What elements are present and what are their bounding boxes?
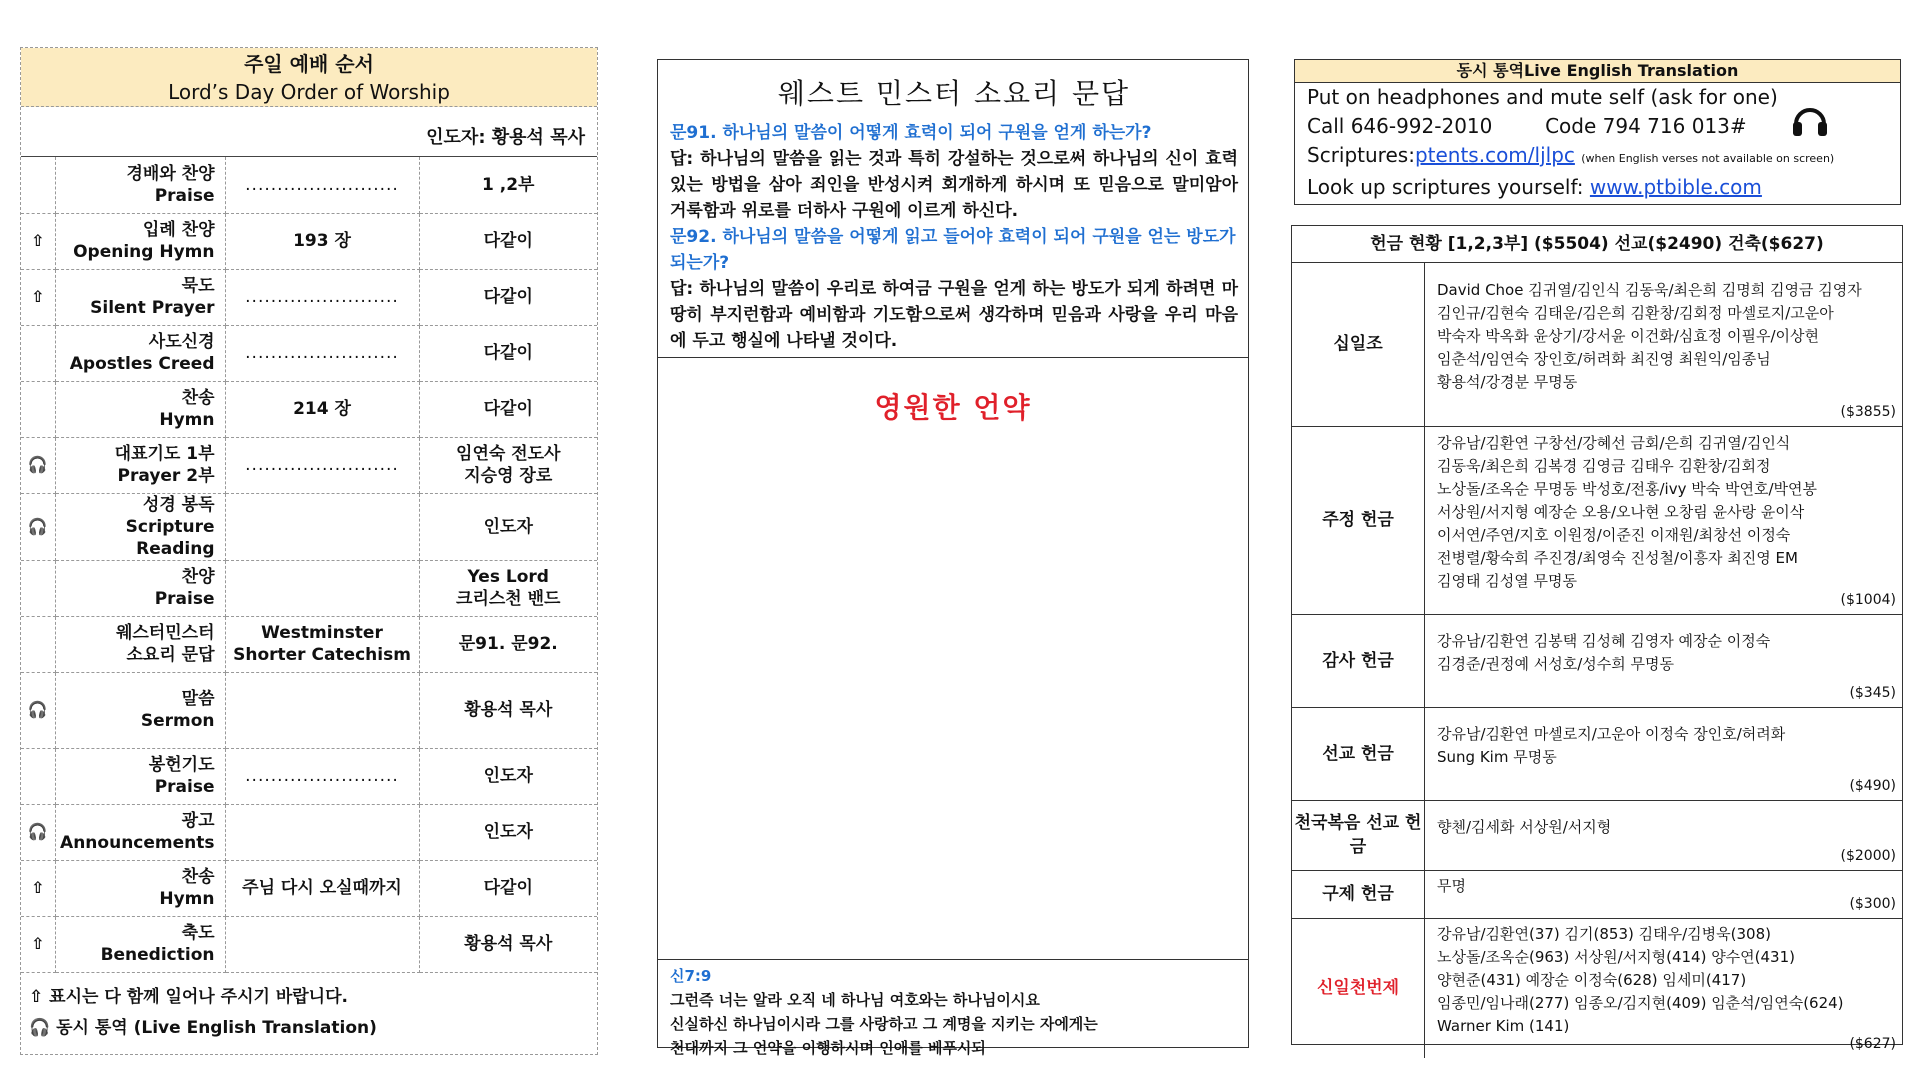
worship-item-leader: 황용석 목사 — [464, 934, 553, 954]
dots-leader: ........................ — [245, 174, 399, 195]
offering-names — [1425, 426, 1903, 614]
worship-item-detail: Westminster — [261, 623, 383, 643]
worship-item-name — [55, 616, 225, 672]
worship-item-name-en: Silent Prayer — [90, 298, 215, 318]
worship-item-leader: 임연숙 전도사 — [456, 444, 561, 464]
offering-names-line: 이서연/주연/지호 이원정/이준진 이재원/최창선 이정숙 — [1437, 525, 1791, 544]
worship-item-name-en: Praise — [154, 589, 215, 609]
worship-item-detail-cell — [225, 157, 419, 213]
dots-leader: ........................ — [245, 343, 399, 363]
worship-item-name-en: Hymn — [159, 410, 215, 430]
worship-item-detail-cell — [225, 325, 419, 381]
note-stand: 표시는 다 함께 일어나 주시기 바랍니다. — [49, 987, 348, 1007]
worship-item-name — [55, 157, 225, 213]
offering-names-line: 전병렬/황숙희 주진경/최영숙 진성철/이흥자 최진영 EM — [1437, 548, 1798, 567]
worship-item-name-ko: 광고 — [181, 811, 215, 831]
worship-item-name-ko: 찬송 — [181, 388, 215, 408]
offering-names-line: 박숙자 박옥화 윤상기/강서윤 이건화/심효정 이필우/이상현 — [1437, 326, 1819, 345]
worship-item-leader: 1 ,2부 — [482, 174, 535, 195]
offering-names — [1425, 614, 1903, 707]
worship-item-leader-cell — [419, 381, 597, 437]
worship-item-icon-cell — [21, 672, 55, 748]
worship-item-leader: 다같이 — [483, 343, 533, 363]
worship-item-leader: 인도자 — [483, 516, 533, 537]
offering-category: 구제 헌금 — [1292, 870, 1425, 918]
lookup-label: Look up scriptures yourself: — [1307, 175, 1590, 199]
offerings-panel — [1291, 225, 1903, 1052]
worship-header — [21, 48, 597, 107]
worship-item-name — [55, 560, 225, 616]
worship-item-detail-cell — [225, 493, 419, 560]
worship-item-name-ko: 입례 찬양 — [142, 220, 215, 240]
worship-item-name-ko: 찬송 — [181, 867, 215, 887]
offering-names-line: 김동욱/최은희 김복경 김영금 김태우 김환창/김회정 — [1437, 456, 1771, 475]
worship-row — [21, 916, 597, 972]
worship-item-leader: 인도자 — [483, 766, 533, 786]
worship-item-name — [55, 493, 225, 560]
headphones-icon — [1790, 100, 1830, 140]
worship-item-name — [55, 748, 225, 804]
translation-header: 동시 통역Live English Translation — [1295, 60, 1900, 83]
worship-item-name-en: 소요리 문답 — [126, 645, 215, 665]
offering-names-line: 임춘석/임연숙 장인호/허려화 최진영 최원익/임종님 — [1437, 349, 1771, 368]
worship-item-leader-cell — [419, 748, 597, 804]
verse-line: 그런즉 너는 알라 오직 네 하나님 여호와는 하나님이시요 — [670, 991, 1040, 1009]
translation-instruction: Put on headphones and mute self (ask for one) — [1307, 85, 1778, 109]
offering-names-line: 서상원/서지형 예장순 오용/오나현 오창림 윤사랑 윤이삭 — [1437, 502, 1805, 521]
stand-icon: ⇧ — [31, 231, 45, 250]
worship-row — [21, 672, 597, 748]
offering-names-line: 강유남/김환연 마셀로지/고운아 이정숙 장인호/허려화 — [1437, 724, 1786, 743]
worship-item-detail: 214 장 — [293, 399, 351, 419]
worship-item-name — [55, 213, 225, 269]
worship-row — [21, 213, 597, 269]
offering-names-line: Warner Kim (141) — [1437, 1016, 1570, 1035]
offering-names-line: 향첸/김세화 서상원/서지형 — [1437, 817, 1612, 836]
worship-item-leader-cell — [419, 157, 597, 213]
offering-category: 신일천번제 — [1292, 918, 1425, 1058]
scripture-verse — [658, 959, 1248, 1057]
offering-category: 주정 헌금 — [1292, 426, 1425, 614]
worship-item-name-en: Scripture Reading — [125, 516, 215, 559]
worship-row — [21, 437, 597, 493]
scriptures-label: Scriptures: — [1307, 143, 1415, 167]
offering-names-line: 무명 — [1437, 876, 1466, 895]
worship-item-name-ko: 찬양 — [181, 567, 215, 587]
ptbible-link[interactable]: www.ptbible.com — [1589, 175, 1762, 199]
headphones-icon: 🎧 — [29, 1018, 51, 1038]
offering-names-line: 노상돌/조옥순(963) 서상원/서지형(414) 양수연(431) — [1437, 947, 1795, 966]
worship-item-name-en: Sermon — [140, 711, 215, 731]
stand-icon: ⇧ — [29, 987, 44, 1007]
worship-item-detail-cell — [225, 672, 419, 748]
answer-92: 답: 하나님의 말씀이 우리로 하여금 구원을 얻게 하는 방도가 되게 하려면 마땅히 부지런함과 예비함과 기도함으로써 생각하며 믿음과 사랑을 우리 마음에 두고 행실에 나타낼 것이다. — [670, 279, 1238, 351]
worship-row — [21, 616, 597, 672]
catechism-title: 웨스트 민스터 소요리 문답 — [777, 77, 1131, 110]
worship-item-icon-cell — [21, 560, 55, 616]
headphones-icon: 🎧 — [27, 822, 48, 841]
worship-item-leader-cell — [419, 560, 597, 616]
offering-names-line: 양현준(431) 예장순 이정숙(628) 임세미(417) — [1437, 970, 1747, 989]
worship-item-icon-cell — [21, 325, 55, 381]
worship-item-icon-cell — [21, 916, 55, 972]
headphones-icon: 🎧 — [27, 455, 48, 474]
worship-item-icon-cell — [21, 493, 55, 560]
offering-names — [1425, 707, 1903, 800]
worship-row — [21, 381, 597, 437]
worship-item-detail-cell — [225, 560, 419, 616]
worship-item-icon-cell — [21, 804, 55, 860]
offering-amount: ($300) — [1849, 895, 1896, 912]
worship-item-leader: 문91. 문92. — [458, 634, 558, 654]
worship-item-name-ko: 말씀 — [181, 689, 215, 709]
worship-item-name — [55, 916, 225, 972]
worship-item-leader: 황용석 목사 — [464, 700, 553, 720]
worship-item-leader-cell — [419, 860, 597, 916]
worship-item-leader-cell — [419, 493, 597, 560]
worship-item-name-en: Prayer 2부 — [117, 466, 215, 486]
worship-item-icon-cell — [21, 157, 55, 213]
stand-icon: ⇧ — [31, 287, 45, 306]
worship-row — [21, 748, 597, 804]
worship-item-detail: 193 장 — [293, 231, 351, 251]
offering-category: 천국복음 선교 헌금 — [1292, 800, 1425, 870]
worship-item-name — [55, 381, 225, 437]
worship-item-name-en: Opening Hymn — [73, 242, 215, 262]
worship-row — [21, 560, 597, 616]
offering-names-line: 강유남/김환연(37) 김기(853) 김태우/김병욱(308) — [1437, 924, 1771, 943]
worship-item-name — [55, 672, 225, 748]
offering-category: 감사 헌금 — [1292, 614, 1425, 707]
worship-title-ko: 주일 예배 순서 — [244, 52, 374, 76]
verse-line: 신실하신 하나님이시라 그를 사랑하고 그 계명을 지키는 자에게는 — [670, 1015, 1098, 1033]
translation-panel — [1294, 59, 1901, 205]
worship-item-detail-cell — [225, 748, 419, 804]
dots-leader: ........................ — [245, 287, 399, 307]
worship-item-icon-cell — [21, 381, 55, 437]
worship-item-leader-cell — [419, 672, 597, 748]
offering-amount: ($3855) — [1840, 403, 1896, 420]
offering-names-line: Sung Kim 무명동 — [1437, 747, 1557, 766]
offering-names — [1425, 918, 1903, 1058]
offering-amount: ($627) — [1849, 1035, 1896, 1052]
worship-item-name — [55, 325, 225, 381]
worship-item-leader: 다같이 — [483, 399, 533, 419]
worship-item-icon-cell — [21, 616, 55, 672]
worship-item-leader-cell — [419, 804, 597, 860]
offering-names-line: 노상돌/조옥순 무명동 박성호/전홍/ivy 박숙 박연호/박연봉 — [1437, 479, 1817, 498]
lookup-line — [1295, 173, 1900, 202]
offering-names — [1425, 263, 1903, 426]
headphones-icon: 🎧 — [27, 700, 48, 719]
worship-title-en: Lord’s Day Order of Worship — [168, 80, 450, 104]
worship-item-detail-cell — [225, 860, 419, 916]
offering-row — [1292, 870, 1902, 918]
worship-item-name — [55, 437, 225, 493]
worship-item-detail: Shorter Catechism — [233, 645, 411, 665]
stand-icon: ⇧ — [31, 878, 45, 897]
offering-amount: ($345) — [1849, 684, 1896, 701]
offering-names — [1425, 870, 1903, 918]
offering-amount: ($490) — [1849, 777, 1896, 794]
worship-item-detail-cell — [225, 269, 419, 325]
offerings-table — [1292, 263, 1902, 1058]
worship-row — [21, 493, 597, 560]
offering-category: 선교 헌금 — [1292, 707, 1425, 800]
worship-item-leader: 다같이 — [483, 878, 533, 898]
worship-item-leader: 다같이 — [483, 231, 533, 251]
worship-item-name — [55, 804, 225, 860]
offering-row — [1292, 426, 1902, 614]
offering-category: 십일조 — [1292, 263, 1425, 426]
worship-item-name-en: Apostles Creed — [69, 354, 215, 374]
worship-item-name-ko: 대표기도 1부 — [114, 444, 215, 464]
worship-leader: 인도자: 황용석 목사 — [21, 107, 597, 157]
worship-row — [21, 325, 597, 381]
offering-amount: ($1004) — [1840, 591, 1896, 608]
worship-item-detail-cell — [225, 616, 419, 672]
offering-row — [1292, 263, 1902, 426]
offering-row — [1292, 800, 1902, 870]
worship-item-name-ko: 축도 — [181, 923, 215, 943]
worship-item-icon-cell — [21, 213, 55, 269]
scriptures-note: (when English verses not available on screen) — [1581, 152, 1835, 165]
access-code: Code 794 716 013# — [1545, 114, 1747, 138]
worship-item-name-en: Benediction — [100, 945, 215, 965]
worship-item-detail: 주님 다시 오실때까지 — [242, 878, 402, 898]
worship-item-name-ko: 웨스터민스터 — [115, 623, 215, 643]
question-92: 문92. 하나님의 말씀을 어떻게 읽고 들어야 효력이 되어 구원을 얻는 방도가 되는가? — [670, 227, 1236, 273]
worship-item-leader-cell — [419, 325, 597, 381]
worship-row — [21, 157, 597, 213]
call-number: Call 646-992-2010 — [1307, 114, 1493, 138]
catechism-section — [658, 60, 1248, 358]
worship-item-name-ko: 묵도 — [181, 276, 215, 296]
worship-item-icon-cell — [21, 748, 55, 804]
worship-notes — [29, 982, 377, 1044]
worship-item-leader: Yes Lord — [467, 567, 549, 587]
offering-row — [1292, 707, 1902, 800]
worship-item-leader-cell — [419, 916, 597, 972]
worship-item-name-ko: 성경 봉독 — [142, 494, 215, 515]
order-of-worship-panel — [20, 47, 598, 1055]
worship-item-icon-cell — [21, 437, 55, 493]
worship-item-detail-cell — [225, 437, 419, 493]
offering-names — [1425, 800, 1903, 870]
worship-item-name-ko: 사도신경 — [148, 332, 215, 352]
offering-row — [1292, 918, 1902, 1058]
worship-row — [21, 269, 597, 325]
stand-icon: ⇧ — [31, 934, 45, 953]
offering-names-line: 임종민/임나래(277) 임종오/김지현(409) 임춘석/임연숙(624) — [1437, 993, 1844, 1012]
scriptures-line — [1295, 141, 1900, 173]
offering-names-line: 김경준/권정예 서성호/성수희 무명동 — [1437, 654, 1674, 673]
worship-item-leader-cell — [419, 213, 597, 269]
worship-item-leader: 다같이 — [483, 287, 533, 307]
worship-item-icon-cell — [21, 269, 55, 325]
worship-item-leader: 인도자 — [483, 822, 533, 842]
worship-item-name-en: Hymn — [159, 889, 215, 909]
scriptures-link[interactable]: ptents.com/ljlpc — [1414, 143, 1575, 167]
worship-item-leader-cell — [419, 269, 597, 325]
headphones-icon: 🎧 — [27, 516, 48, 536]
worship-item-name-ko: 경배와 찬양 — [126, 163, 215, 184]
worship-item-name-en: Praise — [154, 777, 215, 797]
worship-item-detail-cell — [225, 213, 419, 269]
offering-row — [1292, 614, 1902, 707]
answer-91: 답: 하나님의 말씀을 읽는 것과 특히 강설하는 것으로써 하나님의 신이 효력 있는 방법을 삼아 죄인을 반성시켜 회개하게 하시며 또 믿음으로 말미암아 거룩함과 위로를 더하사 구원에 이르게 하신다. — [670, 149, 1238, 221]
dots-leader: ........................ — [245, 766, 399, 786]
worship-item-leader: 크리스천 밴드 — [456, 589, 561, 609]
offering-amount: ($2000) — [1840, 847, 1896, 864]
offering-names-line: 황용석/강경분 무명동 — [1437, 372, 1578, 391]
offering-names-line: 김인규/김현숙 김태운/김은희 김환창/김회정 마셀로지/고운아 — [1437, 303, 1834, 322]
question-91: 문91. 하나님의 말씀이 어떻게 효력이 되어 구원을 얻게 하는가? — [670, 123, 1152, 143]
worship-item-name-en: Praise — [154, 185, 215, 206]
offering-names-line: 강유남/김환연 구창선/강혜선 금회/은희 김귀열/김인식 — [1437, 433, 1791, 452]
verse-reference: 신7:9 — [670, 967, 712, 985]
worship-item-leader-cell — [419, 616, 597, 672]
dots-leader: ........................ — [245, 455, 399, 475]
worship-item-leader-cell — [419, 437, 597, 493]
worship-item-leader: 지승영 장로 — [464, 466, 553, 486]
worship-row — [21, 804, 597, 860]
note-translation: 동시 통역 (Live English Translation) — [56, 1018, 377, 1038]
offering-names-line: David Choe 김귀열/김인식 김동욱/최은희 김명희 김영금 김영자 — [1437, 280, 1862, 299]
worship-item-detail-cell — [225, 381, 419, 437]
worship-order-table — [21, 157, 597, 973]
worship-item-name — [55, 269, 225, 325]
worship-row — [21, 860, 597, 916]
worship-item-icon-cell — [21, 860, 55, 916]
worship-item-name-en: Announcements — [60, 833, 215, 853]
verse-line: 천대까지 그 언약을 이행하시며 인애를 베푸시되 — [670, 1039, 986, 1057]
worship-item-detail-cell — [225, 916, 419, 972]
worship-item-detail-cell — [225, 804, 419, 860]
worship-item-name-ko: 봉헌기도 — [148, 755, 215, 775]
offerings-title: 헌금 현황 [1,2,3부] ($5504) 선교($2490) 건축($627) — [1292, 226, 1902, 263]
offering-names-line: 강유남/김환연 김봉택 김성혜 김영자 예장순 이정숙 — [1437, 631, 1771, 650]
catechism-panel — [657, 59, 1249, 1057]
sermon-title: 영원한 언약 — [874, 391, 1032, 424]
offering-names-line: 김영태 김성열 무명동 — [1437, 571, 1577, 590]
worship-item-name — [55, 860, 225, 916]
